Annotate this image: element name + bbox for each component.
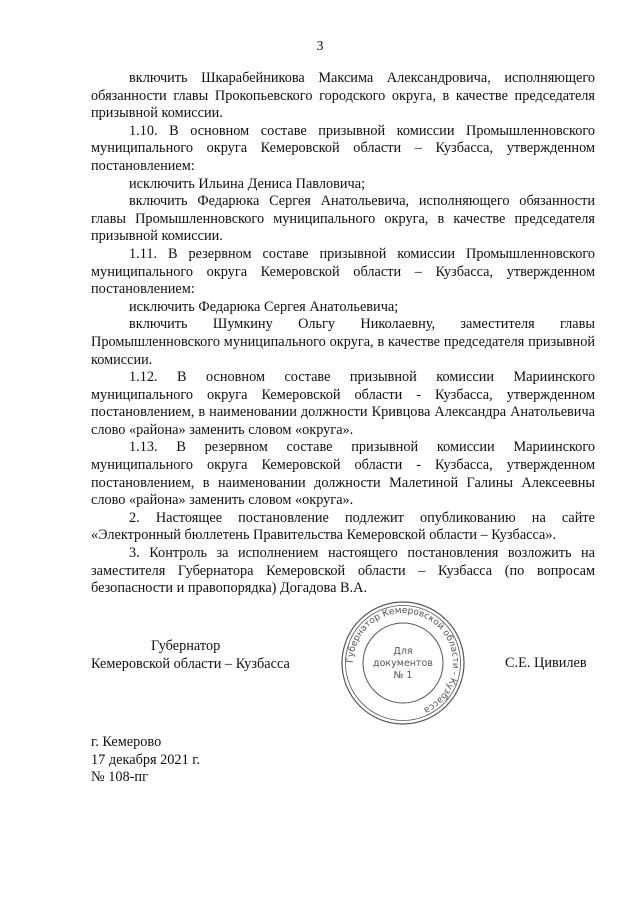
document-number: № 108-пг bbox=[91, 769, 148, 786]
paragraph: исключить Ильина Дениса Павловича; bbox=[129, 175, 366, 192]
document-date: 17 декабря 2021 г. bbox=[91, 751, 201, 768]
paragraph: 3. Контроль за исполнением настоящего постановления возложить на заместителя Губернатора Кемеровской области – Кузбасса (по вопросам безопасности и правопорядка) Догадова В.А. bbox=[91, 545, 595, 597]
paragraph: 1.10. В основном составе призывной комиссии Промышленновского муниципального округа Кемеровской области – Кузбасса, утвержденном постановлением: bbox=[91, 122, 595, 174]
official-stamp bbox=[338, 598, 468, 728]
stamp-center-line: документов bbox=[373, 658, 433, 669]
document-body bbox=[91, 70, 595, 598]
signatory-region: Кемеровской области – Кузбасса bbox=[91, 655, 290, 672]
paragraph: включить Шумкину Ольгу Николаевну, заместителя главы Промышленновского муниципального округа, в качестве председателя призывной комиссии. bbox=[91, 316, 595, 368]
paragraph: 2. Настоящее постановление подлежит опубликованию на сайте «Электронный бюллетень Правительства Кемеровской области – Кузбасса». bbox=[91, 509, 595, 544]
document-city: г. Кемерово bbox=[91, 734, 162, 750]
signatory-name: С.Е. Цивилев bbox=[505, 655, 587, 671]
paragraph: исключить Федарюка Сергея Анатольевича; bbox=[129, 298, 399, 315]
stamp-center-line: Для bbox=[393, 646, 413, 657]
paragraph: включить Шкарабейникова Максима Александровича, исполняющего обязанности главы Прокопьевского городского округа, в качестве председателя призывной комиссии. bbox=[91, 70, 595, 122]
page-number: 3 bbox=[316, 39, 324, 54]
paragraph: 1.12. В основном составе призывной комиссии Мариинского муниципального округа Кемеровской области - Кузбасса, утвержденном постановлением, в наименовании должности Кривцова Александра Анатольевича слово «района» заменить словом «округа». bbox=[91, 369, 595, 438]
paragraph: 1.13. В резервном составе призывной комиссии Мариинского муниципального округа Кемеровской области - Кузбасса, утвержденном постановлением, в наименовании должности Малетиной Галины Алексеевны слово «района» заменить словом «округа». bbox=[91, 439, 595, 509]
document-footer bbox=[91, 734, 200, 787]
signatory-title bbox=[91, 638, 351, 673]
stamp-ring-text: Губернатор Кемеровской области - Кузбасса bbox=[345, 605, 461, 715]
stamp-center-line: № 1 bbox=[393, 670, 413, 681]
signatory-position: Губернатор bbox=[151, 638, 221, 654]
paragraph: включить Федарюка Сергея Анатольевича, исполняющего обязанности главы Промышленновского муниципального округа, в качестве председателя призывной комиссии. bbox=[91, 193, 595, 245]
paragraph: 1.11. В резервном составе призывной комиссии Промышленновского муниципального округа Кемеровской области – Кузбасса, утвержденном постановлением: bbox=[91, 245, 595, 298]
